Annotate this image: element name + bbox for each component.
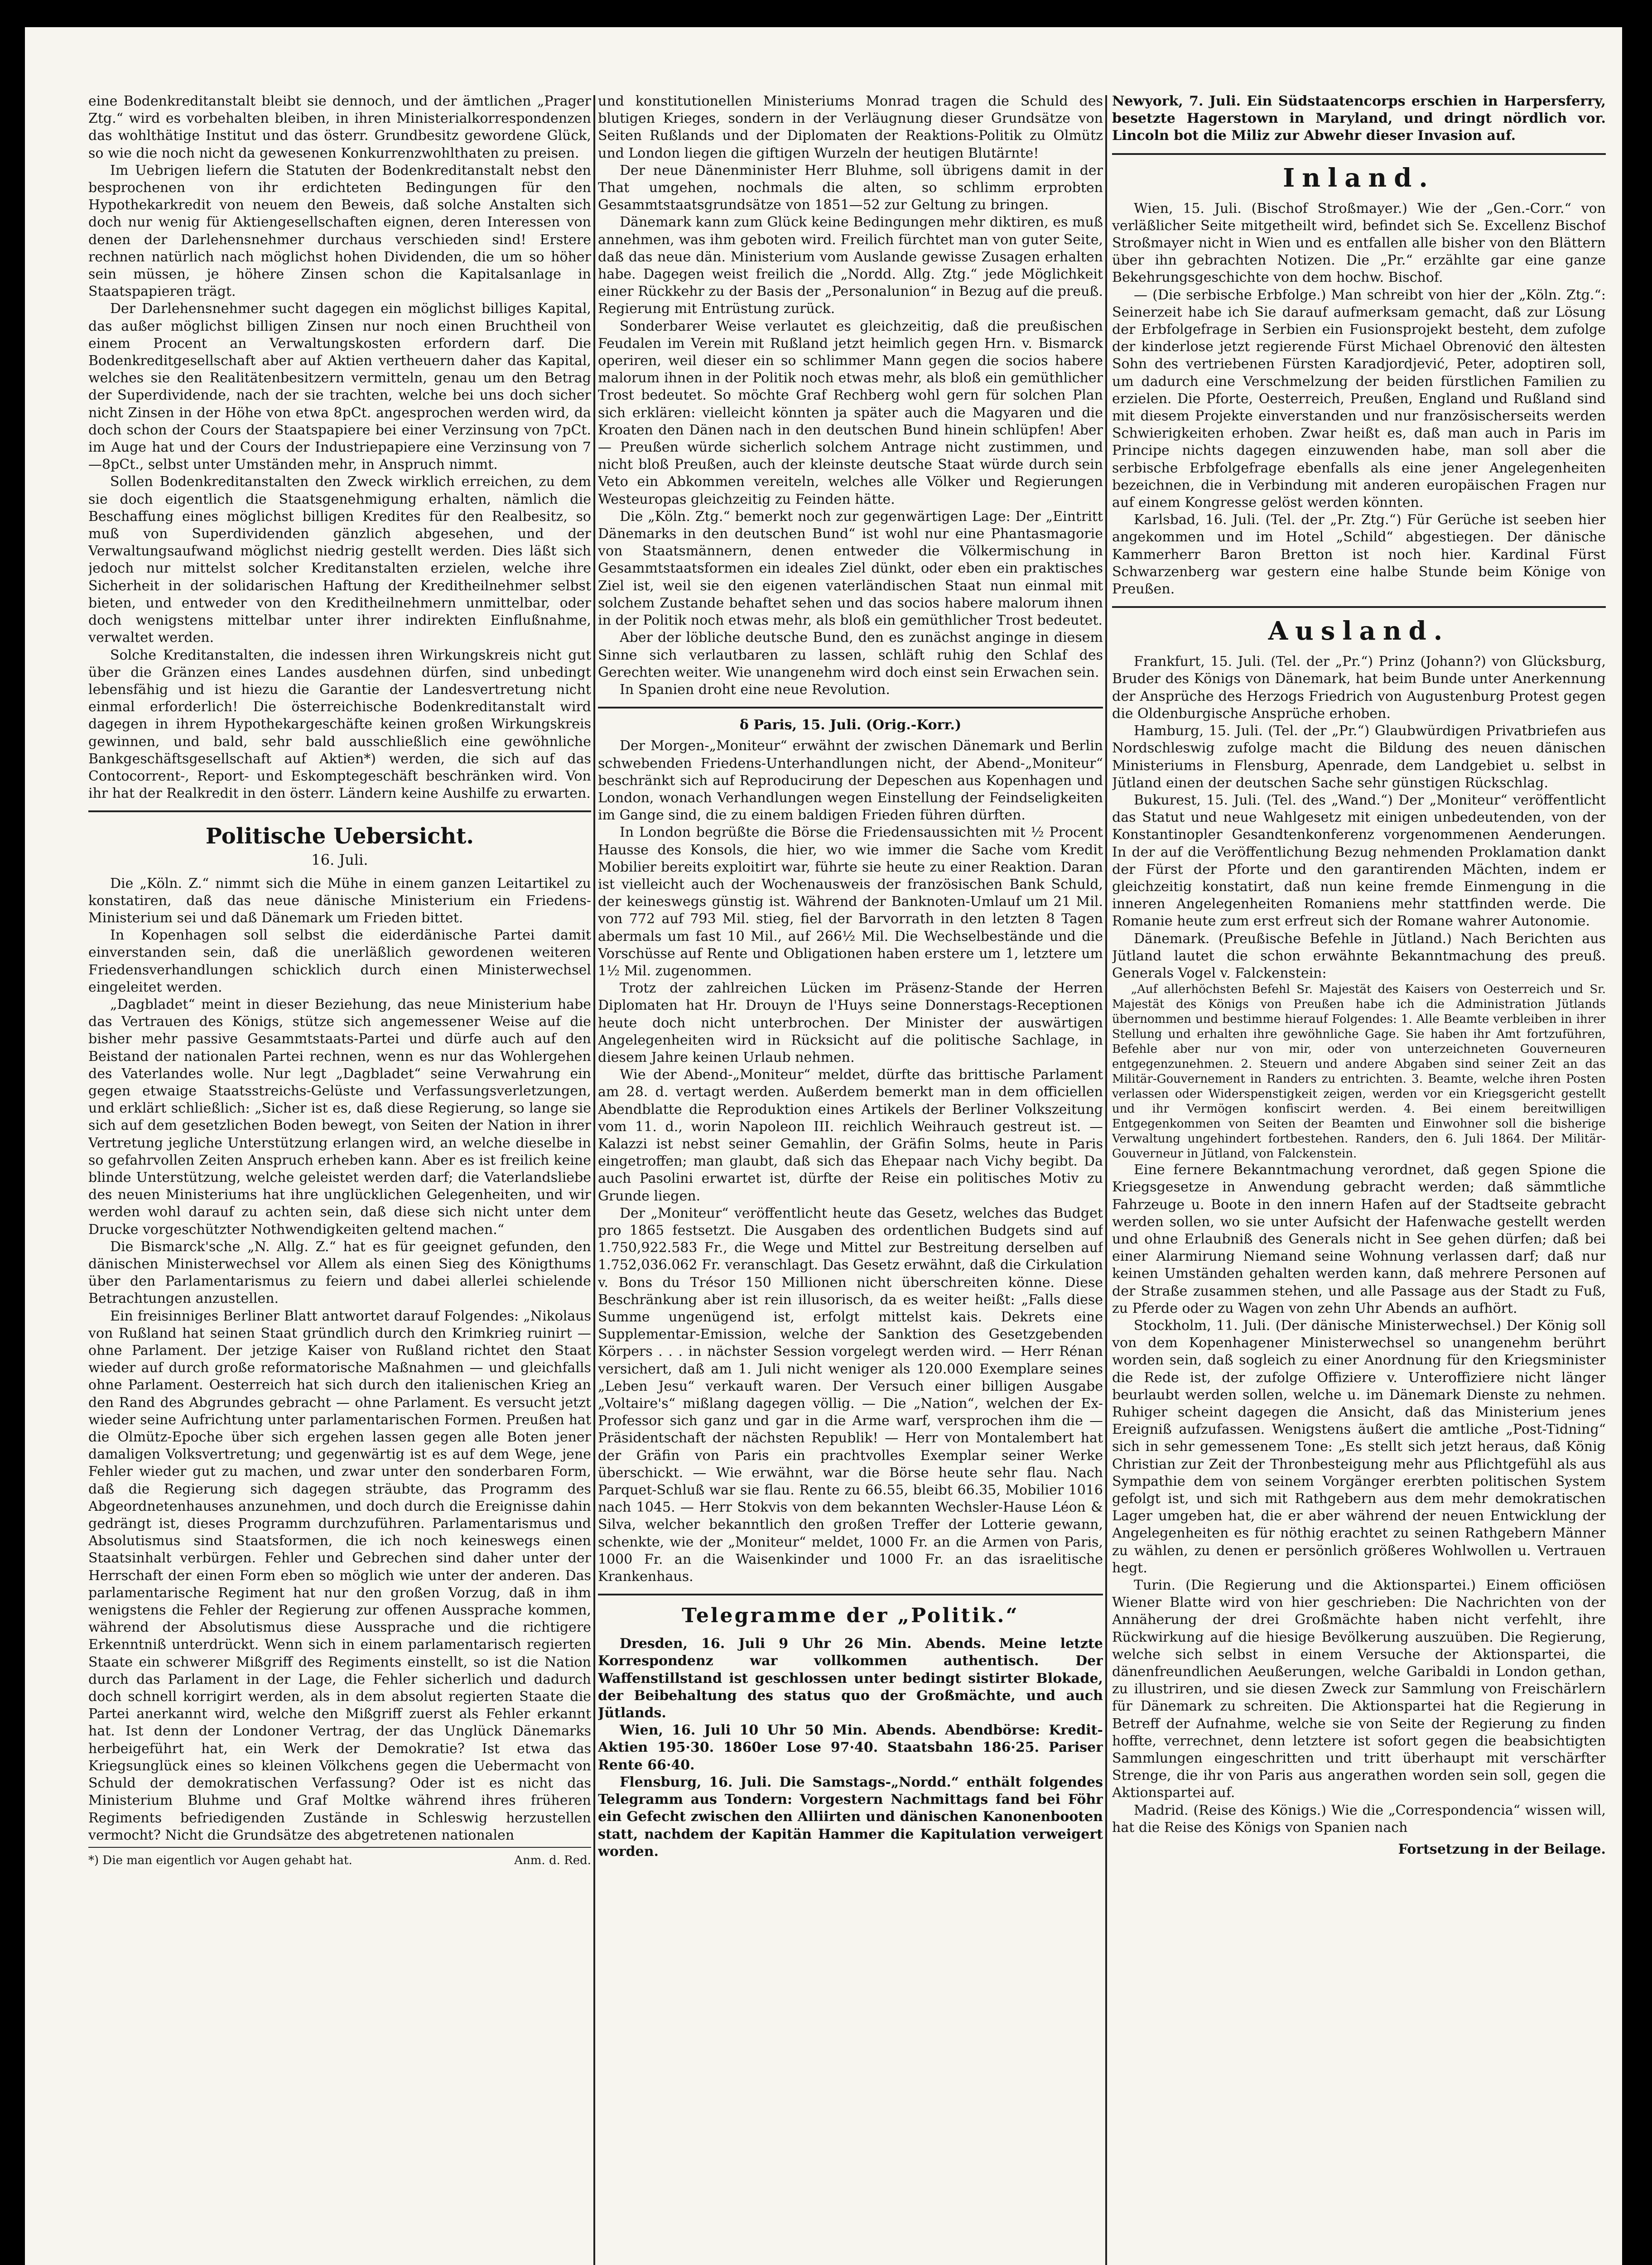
- section-title: Politische Uebersicht.: [205, 824, 474, 849]
- divider: [1112, 606, 1606, 608]
- paragraph: Die Bismarck'sche „N. Allg. Z.“ hat es für geeignet gefunden, den dänischen Ministerwechsel vor Allem als einen Sieg des Königthums über den Parlamentarismus zu feiern und dabei allerlei schielende Betrachtungen anzustellen.: [88, 1239, 591, 1307]
- paragraph: Der „Moniteur“ veröffentlicht heute das Gesetz, welches das Budget pro 1865 festsetzt. Die Ausgaben des ordentlichen Budgets sind auf 1.750,922.583 Fr., die Wege und Mittel zur Bestreitung derselben auf 1.752,036.062 Fr. veranschlagt. Das Gesetz erwähnt, daß die Cirkulation v. Bons du Trésor 150 Millionen nicht überschreiten könne. Diese Beschränkung aber ist rein illusorisch, da es weiter heißt: „Falls diese Summe ungenügend ist, erfolgt mittelst kais. Dekrets eine Supplementar-Emission, welche der Sanktion des Gesetzgebenden Körpers . . . in nächster Session vorgelegt werden wird. — Herr Rénan versichert, daß am 1. Juli nicht weniger als 120.000 Exemplare seines „Leben Jesu“ verkauft waren. Der Versuch einer billigen Ausgabe „Voltaire's“ mißlang dagegen völlig. — Die „Nation“, welchen der Ex-Professor sich ganz und gar in die Arme warf, versprochen ihm die — Präsidentschaft der nächsten Republik! — Herr von Montalembert hat der Gräfin von Paris ein prachtvolles Exemplar seiner Werke überschickt. — Wie erwähnt, war die Börse heute sehr flau. Nach Parquet-Schluß war sie flau. Rente zu 66.55, bleibt 66.35, Mobilier 1016 nach 1045. — Herr Stokvis von dem bekannten Wechsler-Hause Léon & Silva, welcher bekanntlich den großen Treffer der Lotterie gewann, schenkte, wie der „Moniteur“ meldet, 1000 Fr. an die Armen von Paris, 1000 Fr. an die Waisenkinder und 1000 Fr. an das israelitische Krankenhaus.: [598, 1205, 1103, 1585]
- paragraph: In Kopenhagen soll selbst die eiderdänische Partei damit einverstanden sein, daß die unerläßlich gewordenen weiteren Friedensverhandlungen schicklich durch einen Ministerwechsel eingeleitet werden.: [88, 927, 591, 995]
- paragraph: Der Morgen-„Moniteur“ erwähnt der zwischen Dänemark und Berlin schwebenden Friedens-Unterhandlungen nicht, der Abend-„Moniteur“ beschränkt sich auf Reproducirung der Depeschen aus Kopenhagen und London, wonach Verhandlungen wegen Einstellung der Feindseligkeiten im Gange sind, die zu einem baldigen Frieden führen dürften.: [598, 738, 1103, 824]
- column-1: [88, 93, 591, 2265]
- section-title-inland: Inland.: [1283, 163, 1435, 193]
- paragraph: Frankfurt, 15. Juli. (Tel. der „Pr.“) Prinz (Johann?) von Glücksburg, Bruder des Königs von Dänemark, hat beim Bunde unter Anerkennung der Ansprüche des Herzogs Friedrich von Augustenburg Protest gegen die Oldenburgische Ansprüche erhoben.: [1112, 654, 1606, 722]
- paragraph: Eine fernere Bekanntmachung verordnet, daß gegen Spione die Kriegsgesetze in Anwendung gebracht werden; daß sämmtliche Fahrzeuge u. Boote in den innern Hafen auf der Stadtseite gebracht werden sollen, wo sie unter Aufsicht der Hafenwache gestellt werden und ohne Erlaubniß des Generals nicht in See gehen dürfen; daß bei einer Alarmirung Niemand seine Wohnung verlassen darf; daß nur keinen Umständen gehalten werden kann, daß mehrere Personen auf der Straße zusammen stehen, und alle Passage aus der Stadt zu Fuß, zu Pferde oder zu Wagen von zehn Uhr Abends an aufhört.: [1112, 1162, 1606, 1316]
- paragraph: Sonderbarer Weise verlautet es gleichzeitig, daß die preußischen Feudalen im Verein mit Rußland jetzt heimlich gegen Hrn. v. Bismarck operiren, weil dieser ein so schlimmer Mann gegen die socios habere malorum ihnen in der Politik noch etwas mehr, als bloß ein gemüthlicher Trost bedeutet. So möchte Graf Rechberg wohl gern für solchen Plan sich erklären: vielleicht könnten ja später auch die Magyaren und die Kroaten den Dänen nach in den deutschen Bund hinein schlüpfen! Aber — Preußen würde sicherlich solchem Antrage nicht zustimmen, und nicht bloß Preußen, auch der kleinste deutsche Staat würde durch sein Veto ein Abkommen vereiteln, welches alle Völker und Regierungen Westeuropas gleichzeitig zu Feinden hätte.: [598, 318, 1103, 507]
- paragraph: Im Uebrigen liefern die Statuten der Bodenkreditanstalt nebst den besprochenen von ihr erdichteten Bedingungen für den Hypothekarkredit von neuem den Beweis, daß solche Anstalten sich doch nur wenig für Aktiengesellschaften eignen, deren Interessen von denen der Darlehensnehmer durchaus verschieden sind! Erstere rechnen natürlich nach möglichst hohen Dividenden, die um so höher sein müssen, je höhere Zinsen schon die Kapitalsanlage in Staatspapieren trägt.: [88, 162, 591, 300]
- telegram-item: Dresden, 16. Juli 9 Uhr 26 Min. Abends. Meine letzte Korrespondenz war vollkommen authentisch. Der Waffenstillstand ist geschlossen unter bedingt sistirter Blokade, der Beibehaltung des status quo der Großmächte, und auch Jütlands.: [598, 1636, 1103, 1721]
- divider: [598, 707, 1103, 708]
- paragraph: In London begrüßte die Börse die Friedensaussichten mit ½ Procent Hausse des Konsols, die hier, wo wie immer die Sache vom Kredit Mobilier bereits exploitirt war, führte sie heute zu einer Reaktion. Daran ist vielleicht auch der Wochenausweis der französischen Bank Schuld, der keineswegs günstig ist. Während der Banknoten-Umlauf um 21 Mil. von 772 auf 793 Mil. stieg, fiel der Barvorrath in den letzten 8 Tagen abermals um fast 10 Mil., auf 266½ Mil. Die Wechselbestände und die Vorschüsse auf Rente und Obligationen haben erstere um 1, letztere um 1½ Mil. zugenommen.: [598, 824, 1103, 979]
- paragraph: — (Die serbische Erbfolge.) Man schreibt von hier der „Köln. Ztg.“: Seinerzeit habe ich Sie darauf aufmerksam gemacht, daß zur Lösung der Erbfolgefrage in Serbien ein Fusionsprojekt besteht, dem zufolge der kinderlose jetzt regierende Fürst Michael Obrenović den ältesten Sohn des vertriebenen Fürsten Karadjordjević, Peter, adoptiren soll, um dadurch eine Verschmelzung der beiden fürstlichen Familien zu erzielen. Die Pforte, Oesterreich, Preußen, England und Rußland sind mit diesem Projekte einverstanden und nur französischerseits werden Schwierigkeiten erhoben. Zwar heißt es, daß man auch in Paris im Principe nichts dagegen einzuwenden habe, man soll aber die serbische Erbfolgefrage ebenfalls als eine jener Angelegenheiten bezeichnen, die in Verbindung mit anderen europäischen Fragen nur auf einem Kongresse gelöst werden könnten.: [1112, 287, 1606, 511]
- footnote: [88, 1853, 591, 1868]
- paragraph: eine Bodenkreditanstalt bleibt sie dennoch, und der ämtlichen „Prager Ztg.“ wird es vorbehalten bleiben, in ihren Ministerialkorrespondenzen das wohlthätige Institut und das österr. Grundbesitz gewordene Glück, so wie die noch nicht da gewesenen Konkurrenzwohlthaten zu preisen.: [88, 93, 591, 161]
- paragraph: Ein freisinniges Berliner Blatt antwortet darauf Folgendes: „Nikolaus von Rußland hat seinen Staat gründlich durch den Krimkrieg ruinirt — ohne Parlament. Der jetzige Kaiser von Rußland richtet den Staat wieder auf durch große reformatorische Maßnahmen — und gleichfalls ohne Parlament. Oesterreich hat sich durch den italienischen Krieg an den Rand des Abgrundes gebracht — ohne Parlament. Es versucht jetzt wieder seine Aufrichtung unter parlamentarischen Formen. Preußen hat die Olmütz-Epoche über sich ergehen lassen gegen alle Boten jener damaligen Volksvertretung; und gegenwärtig ist es auf dem Wege, jene Fehler wieder gut zu machen, und zwar unter den sonderbaren Form, daß die Regierung sich dagegen sträubte, das Programm des Abgeordnetenhauses anzunehmen, und doch durch die Ereignisse dahin gedrängt ist, dieses Programm durchzuführen. Parlamentarismus und Absolutismus sind Staatsformen, die ich noch keineswegs einen Staatsinhalt verbürgen. Fehler und Gebrechen sind daher unter der Herrschaft der einen Form eben so möglich wie unter der anderen. Das parlamentarische Regiment hat nur den großen Vorzug, daß in ihm wenigstens die Fehler der Regierung zur offenen Aussprache kommen, während der Absolutismus diese Aussprache und die richtigere Erkenntniß unterdrückt. Wenn sich in einem parlamentarisch regierten Staate ein schwerer Mißgriff des Regiments einstellt, so ist die Nation durch das Parlament in der Lage, die Fehler sicherlich und dadurch doch schnell korrigirt werden, als in dem absolut regierten Staate die Partei anerkannt wird, welche den Mißgriff zuerst als Fehler erkannt hat. Ist denn der Londoner Vertrag, der das Unglück Dänemarks herbeigeführt hat, ein Werk der Demokratie? Ist etwa das Kriegsunglück eines so kleinen Völkchens gegen die Uebermacht von Schuld der demokratischen Verfassung? Oder ist es nicht das Ministerium Bluhme und Graf Moltke während ihres früheren Regiments befriedigenden Zustände in Schleswig herzustellen vermocht? Nicht die Grundsätze des abgetretenen nationalen: [88, 1308, 591, 1843]
- paragraph: Die „Köln. Ztg.“ bemerkt noch zur gegenwärtigen Lage: Der „Eintritt Dänemarks in den deutschen Bund“ ist wohl nur eine Phantasmagorie von Staatsmännern, denen entweder die Völkermischung in Gesammtstaatsformen ein ideales Ziel dünkt, oder eben ein praktisches Ziel ist, weil sie den eigenen vaterländischen Staat nun einmal mit solchem Zustande behaftet sehen und das socios habere malorum ihnen in der Politik noch etwas mehr, als bloß ein gemüthlicher Trost bedeutet.: [598, 508, 1103, 629]
- telegram-section-title: Telegramme der „Politik.“: [682, 1604, 1019, 1628]
- divider: [88, 810, 591, 812]
- divider: [88, 1847, 591, 1848]
- column-rule: [1105, 95, 1107, 2265]
- paragraph: „Auf allerhöchsten Befehl Sr. Majestät des Kaisers von Oesterreich und Sr. Majestät des Königs von Preußen habe ich die Administration Jütlands übernommen und bestimme hierauf Folgendes: 1. Alle Beamte verbleiben in ihrer Stellung und erhalten ihre gewöhnliche Gage. Sie haben ihr Amt fortzuführen, Befehle aber nur von mir, oder von unterzeichneten Gouverneuren entgegenzunehmen. 2. Steuern und andere Abgaben sind seiner Zeit an das Militär-Gouvernement in Randers zu entrichten. 3. Beamte, welche ihren Posten verlassen oder Widerspenstigkeit zeigen, werden vor ein Kriegsgericht gestellt und ihr Vermögen konfiscirt werden. 4. Bei einem bereitwilligen Entgegenkommen von Seiten der Beamten und Einwohner soll die bisherige Verwaltung ungehindert fortbestehen. Randers, den 6. Juli 1864. Der Militär-Gouverneur in Jütland, von Falckenstein.: [1112, 983, 1606, 1161]
- paragraph: Dänemark kann zum Glück keine Bedingungen mehr diktiren, es muß annehmen, was ihm geboten wird. Freilich fürchtet man von guter Seite, daß das neue dän. Ministerium vom Auslande gewisse Zusagen erhalten habe. Dagegen weist freilich die „Nordd. Allg. Ztg.“ jede Möglichkeit einer Rückkehr zu der Basis der „Personalunion“ in Bezug auf die preuß. Regierung mit Entrüstung zurück.: [598, 214, 1103, 317]
- paris-dateline: δ Paris, 15. Juli. (Orig.-Korr.): [739, 717, 962, 733]
- paragraph: Der neue Dänenminister Herr Bluhme, soll übrigens damit in der That umgehen, nochmals die alten, so schlimm erprobten Gesammtstaatsgrundsätze von 1851—52 zur Geltung zu bringen.: [598, 162, 1103, 213]
- paragraph: Der Darlehensnehmer sucht dagegen ein möglichst billiges Kapital, das außer möglichst billigen Zinsen nur noch einen Bruchtheil von einem Procent an Verwaltungskosten erfordern darf. Die Bodenkreditgesellschaft aber auf Aktien vertheuern daher das Kapital, welches sie den Realitätenbesitzern vermitteln, genau um den Betrag der Superdividende, nach der sie trachten, welche bei uns doch sicher nicht Zinsen in der Höhe von etwa 8pCt. angesprochen werden wird, da doch schon der Cours der Staatspapiere bei einer Verzinsung von 7pCt. im Auge hat und der Cours der Industriepapiere eine Verzinsung von 7—8pCt., selbst unter Umständen mehr, in Anspruch nimmt.: [88, 301, 591, 473]
- paragraph: Dänemark. (Preußische Befehle in Jütland.) Nach Berichten aus Jütland lautet die schon erwähnte Bekanntmachung des preuß. Generals Vogel v. Falckenstein:: [1112, 930, 1606, 981]
- paragraph: Hamburg, 15. Juli. (Tel. der „Pr.“) Glaubwürdigen Privatbriefen aus Nordschleswig zufolge macht die Bildung des neuen dänischen Ministeriums in Flensburg, Apenrade, dem Landgebiet u. selbst in Jütland einen der deutschen Sache sehr günstigen Rückschlag.: [1112, 723, 1606, 791]
- divider: [598, 1594, 1103, 1595]
- paragraph: Wie der Abend-„Moniteur“ meldet, dürfte das brittische Parlament am 28. d. vertagt werden. Außerdem bemerkt man in dem officiellen Abendblatte die Reproduktion eines Artikels der Berliner Volkszeitung vom 11. d., worin Napoleon III. reichlich Weihrauch gestreut ist. — Kalazzi ist nebst seiner Gemahlin, der Gräfin Solms, heute in Paris eingetroffen; man glaubt, daß sich das Ehepaar nach Vichy begibt. Da auch Pasolini erwartet ist, dürfte der Reise ein politisches Motiv zu Grunde liegen.: [598, 1067, 1103, 1204]
- paragraph: Karlsbad, 16. Juli. (Tel. der „Pr. Ztg.“) Für Gerüche ist seeben hier angekommen und im Hotel „Schild“ abgestiegen. Der dänische Kammerherr Baron Bretton ist noch hier. Kardinal Fürst Schwarzenberg war gestern eine halbe Stunde beim Könige von Preußen.: [1112, 512, 1606, 598]
- paragraph: Madrid. (Reise des Königs.) Wie die „Correspondencia“ wissen will, hat die Reise des Königs von Spanien nach: [1112, 1802, 1606, 1836]
- telegram-item: Flensburg, 16. Juli. Die Samstags-„Nordd.“ enthält folgendes Telegramm aus Tondern: Vorgestern Nachmittags fand bei Föhr ein Gefecht zwischen den Alliirten und dänischen Kanonenbooten statt, nachdem der Kapitän Hammer die Kapitulation verweigert worden.: [598, 1774, 1103, 1860]
- paragraph: Solche Kreditanstalten, die indessen ihren Wirkungskreis nicht gut über die Gränzen eines Landes ausdehnen dürfen, sind unbedingt lebensfähig und ist hiezu die Garantie der Landesvertretung nicht einmal erforderlich! Die österreichische Bodenkreditanstalt wird dagegen in ihrem Hypothekargeschäfte keinen großen Wirkungskreis gewinnen, und bald, sehr bald ausschließlich eine gewöhnliche Bankgeschäftsgesellschaft auf Aktien*) werden, die sich auf das Contocorrent-, Report- und Eskomptegeschäft beschränken wird. Von ihr hat der Realkredit in den österr. Ländern keine Aushilfe zu erwarten.: [88, 647, 591, 802]
- footnote-signature: Anm. d. Red.: [514, 1853, 591, 1867]
- paragraph: In Spanien droht eine neue Revolution.: [620, 681, 890, 698]
- paragraph: und konstitutionellen Ministeriums Monrad tragen die Schuld des blutigen Krieges, sondern in der Verläugnung dieser Grundsätze von Seiten Rußlands und der Diplomaten der Reaktions-Politik zu Olmütz und London liegen die giftigen Wurzeln der heutigen Blutärnte!: [598, 93, 1103, 161]
- paragraph: Bukurest, 15. Juli. (Tel. des „Wand.“) Der „Moniteur“ veröffentlicht das Statut und neue Wahlgesetz mit einigen unbedeutenden, von der Konstantinopler Gesandtenkonferenz vorgenommenen Aenderungen. In der auf die Veröffentlichung Bezug nehmenden Proklamation dankt der Fürst der Pforte und den garantirenden Mächten, indem er gleichzeitig konstatirt, daß nun keine fremde Einmengung in die inneren Angelegenheiten Romaniens mehr stattfinden werde. Die Romanie heute zum erst erfreut sich der Romane wahrer Autonomie.: [1112, 792, 1606, 930]
- column-rule: [593, 95, 595, 2265]
- paragraph: Trotz der zahlreichen Lücken im Präsenz-Stande der Herren Diplomaten hat Hr. Drouyn de l'Huys seine Donnerstags-Receptionen heute doch nicht unterbrochen. Der Minister der auswärtigen Angelegenheiten wird in Rücksicht auf die politische Sachlage, in diesem Jahre keinen Urlaub nehmen.: [598, 980, 1103, 1065]
- footnote-text: *) Die man eigentlich vor Augen gehabt hat.: [88, 1853, 352, 1867]
- divider: [1112, 153, 1606, 155]
- paragraph: Aber der löbliche deutsche Bund, den es zunächst anginge in diesem Sinne sich verlautbaren zu lassen, schläft ruhig den Schlaf des Gerechten weiter. Wie unangenehm wird doch einst sein Erwachen sein.: [598, 630, 1103, 680]
- section-date: 16. Juli.: [311, 851, 368, 869]
- paragraph: Die „Köln. Z.“ nimmt sich die Mühe in einem ganzen Leitartikel zu konstatiren, daß das neue dänische Ministerium ein Friedens-Ministerium sei und daß Dänemark um Frieden bittet.: [88, 875, 591, 926]
- paragraph: Turin. (Die Regierung und die Aktionspartei.) Einem officiösen Wiener Blatte wird von hier geschrieben: Die Nachrichten von der Annäherung der drei Großmächte haben nicht verfehlt, ihre Rückwirkung auf die hiesige Bevölkerung auszuüben. Die Regierung, welche sich selbst in einem Versuche der Aktionspartei, die dänenfreundlichen Aeußerungen, welche Garibaldi in London gethan, zu illustriren, und sie diesen Zweck zur Sammlung von Freischärlern für Dänemark zu schreiten. Die Aktionspartei hat die Regierung in Betreff der Aufnahme, welche sie von Seite der Regierung zu finden hoffte, verrechnet, denn letztere ist sofort gegen die beabsichtigten Sammlungen eingeschritten und tritt überhaupt mit verschärfter Strenge, die ihr von Paris aus angerathen worden sein soll, gegen die Aktionspartei auf.: [1112, 1577, 1606, 1801]
- telegram-item: Wien, 16. Juli 10 Uhr 50 Min. Abends. Abendbörse: Kredit-Aktien 195·30. 1860er Lose 97·40. Staatsbahn 186·25. Pariser Rente 66·40.: [598, 1722, 1103, 1773]
- column-3: [1112, 93, 1606, 2265]
- paragraph: Stockholm, 11. Juli. (Der dänische Ministerwechsel.) Der König soll von dem Kopenhagener Ministerwechsel so unangenehm berührt worden sein, daß sogleich zu einer Anordnung für den Kriegsminister die Rede ist, der zufolge Offiziere v. Unteroffiziere nicht länger beurlaubt werden sollen, welche u. im Dänemark Dienste zu nehmen. Ruhiger scheint dagegen die Ansicht, daß das Ministerium jenes Ereigniß aufzufassen. Wenigstens äußert die amtliche „Post-Tidning“ sich in sehr gemessenem Tone: „Es stellt sich jetzt heraus, daß König Christian zur Zeit der Thronbesteigung mehr aus Pflichtgefühl als aus Sympathie dem von seinem Vorgänger ererbten politischen System gefolgt ist, und sich mit Rathgebern aus dem mehr demokratischen Lager umgeben hat, die er aber während der neuen Entwicklung der Angelegenheiten es für nöthig erachtet zu seinen Rathgebern Männer zu wählen, zu denen er persönlich größeres Wohlwollen u. Vertrauen hegt.: [1112, 1317, 1606, 1576]
- section-title-ausland: Ausland.: [1268, 616, 1450, 646]
- paragraph: „Dagbladet“ meint in dieser Beziehung, das neue Ministerium habe das Vertrauen des Königs, stütze sich angemessener Weise auf die bisher mehr passive Gesammtstaats-Partei und dürfe auch auf den Beistand der nationalen Partei rechnen, wenn es nur das Wohlergehen des Vaterlandes wolle. Nur legt „Dagbladet“ seine Verwahrung ein gegen etwaige Staatsstreichs-Gelüste und Verfassungsverletzungen, und erklärt schließlich: „Sicher ist es, daß diese Regierung, so lange sie sich auf dem gesetzlichen Boden bewegt, von Seiten der Nation in ihrer Vertretung jegliche Unterstützung erlangen wird, an welche dieselbe in so gefahrvollen Zeiten Anspruch erheben kann. Aber es ist freilich keine blinde Unterstützung, welche geleistet werden darf; die Vaterlandsliebe des neuen Ministeriums hat ihre unglücklichen Gelegenheiten, und wir werden wohl darauf zu achten sein, daß diese sich nicht unter dem Drucke vorgeschützter Nothwendigkeiten geltend machen.“: [88, 996, 591, 1238]
- continuation-note: Fortsetzung in der Beilage.: [1398, 1841, 1606, 1858]
- paragraph: Newyork, 7. Juli. Ein Südstaatencorps erschien in Harpersferry, besetzte Hagerstown in Maryland, und dringt nördlich vor. Lincoln bot die Miliz zur Abwehr dieser Invasion auf.: [1112, 93, 1606, 144]
- column-2: [598, 93, 1103, 2265]
- paragraph: Wien, 15. Juli. (Bischof Stroßmayer.) Wie der „Gen.-Corr.“ von verläßlicher Seite mitgetheilt wird, befindet sich Se. Excellenz Bischof Stroßmayer nicht in Wien und es entfallen alle bisher von den Blättern über ihn gebrachten Notizen. Die „Pr.“ erzählte gar eine ganze Bekehrungsgeschichte von dem hochw. Bischof.: [1112, 200, 1606, 286]
- newspaper-page: [25, 27, 1622, 2265]
- paragraph: Sollen Bodenkreditanstalten den Zweck wirklich erreichen, zu dem sie doch eigentlich die Staatsgenehmigung erhalten, nämlich die Beschaffung eines möglichst billigen Kredites für den Realbesitz, so muß von Superdividenden gänzlich abgesehen, und der Verwaltungsaufwand möglichst niedrig gestellt werden. Dies läßt sich jedoch nur mittelst solcher Kreditanstalten erzielen, welche ihre Sicherheit in der solidarischen Haftung der Kreditheilnehmer selbst bieten, und entweder von den Kreditheilnehmern unmittelbar, oder doch wenigstens mittelbar unter ihrer indirekten Einflußnahme, verwaltet werden.: [88, 474, 591, 646]
